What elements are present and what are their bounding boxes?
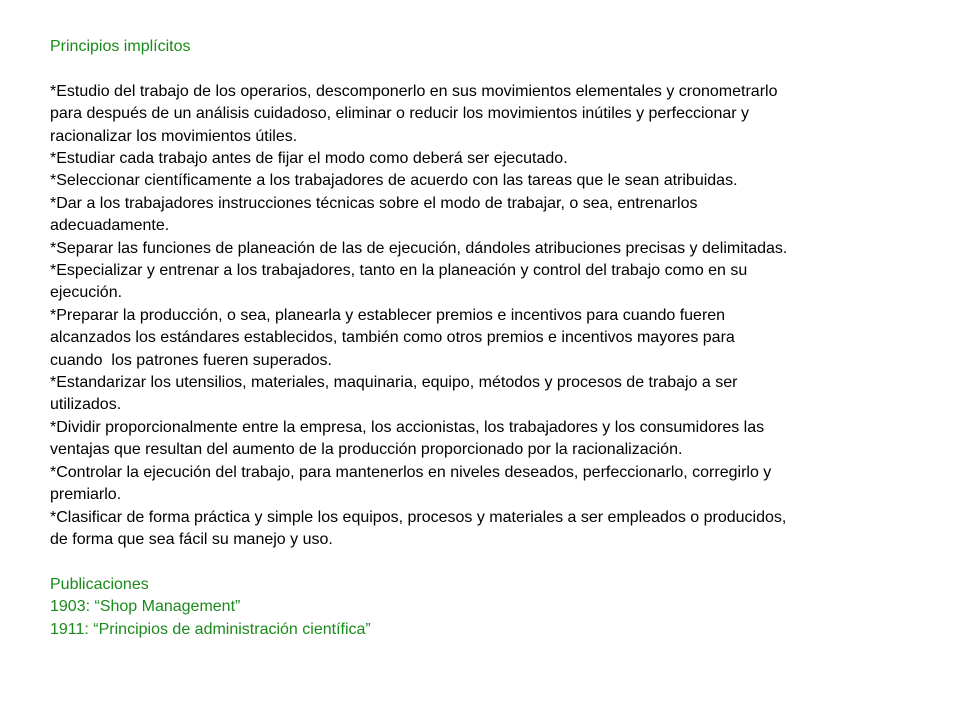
principle-line: *Controlar la ejecución del trabajo, para mantenerlos en niveles deseados, perfeccionarlo, corregirlo y [50, 463, 772, 481]
publication-item: 1903: “Shop Management” [50, 598, 241, 616]
principle-line: premiarlo. [50, 486, 122, 504]
principle-line: *Clasificar de forma práctica y simple los equipos, procesos y materiales a ser empleados o producidos, [50, 508, 787, 526]
publication-item: 1911: “Principios de administración científica” [50, 620, 371, 638]
principle-line: *Estudio del trabajo de los operarios, descomponerlo en sus movimientos elementales y cronometrarlo [50, 82, 778, 100]
spacer [50, 58, 930, 80]
principle-line: *Dar a los trabajadores instrucciones técnicas sobre el modo de trabajar, o sea, entrenarlos [50, 194, 698, 212]
principle-line: racionalizar los movimientos útiles. [50, 127, 298, 145]
principle-line: *Dividir proporcionalmente entre la empresa, los accionistas, los trabajadores y los consumidores las [50, 418, 765, 436]
principle-line: ventajas que resultan del aumento de la producción proporcionado por la racionalización. [50, 441, 683, 459]
principle-line: cuando los patrones fueren superados. [50, 351, 332, 369]
principle-line: *Seleccionar científicamente a los trabajadores de acuerdo con las tareas que le sean atribuidas. [50, 172, 738, 190]
principle-line: de forma que sea fácil su manejo y uso. [50, 530, 333, 548]
principle-line: ejecución. [50, 284, 123, 302]
principle-line: *Estudiar cada trabajo antes de fijar el modo como deberá ser ejecutado. [50, 150, 568, 168]
principle-line: adecuadamente. [50, 217, 170, 235]
principle-line: alcanzados los estándares establecidos, también como otros premios e incentivos mayores para [50, 329, 735, 347]
principle-line: para después de un análisis cuidadoso, eliminar o reducir los movimientos inútiles y perfeccionar y [50, 105, 750, 123]
principles-heading: Principios implícitos [50, 38, 191, 55]
spacer [50, 551, 930, 573]
slide-content [50, 36, 930, 641]
principle-line: *Separar las funciones de planeación de las de ejecución, dándoles atribuciones precisas y delimitadas. [50, 239, 788, 257]
principle-line: *Preparar la producción, o sea, planearla y establecer premios e incentivos para cuando fueren [50, 306, 726, 324]
principle-line: *Especializar y entrenar a los trabajadores, tanto en la planeación y control del trabajo como en su [50, 262, 748, 280]
principle-line: *Estandarizar los utensilios, materiales, maquinaria, equipo, métodos y procesos de trabajo a ser [50, 374, 738, 392]
principle-line: utilizados. [50, 396, 122, 414]
publications-heading: Publicaciones [50, 575, 149, 593]
